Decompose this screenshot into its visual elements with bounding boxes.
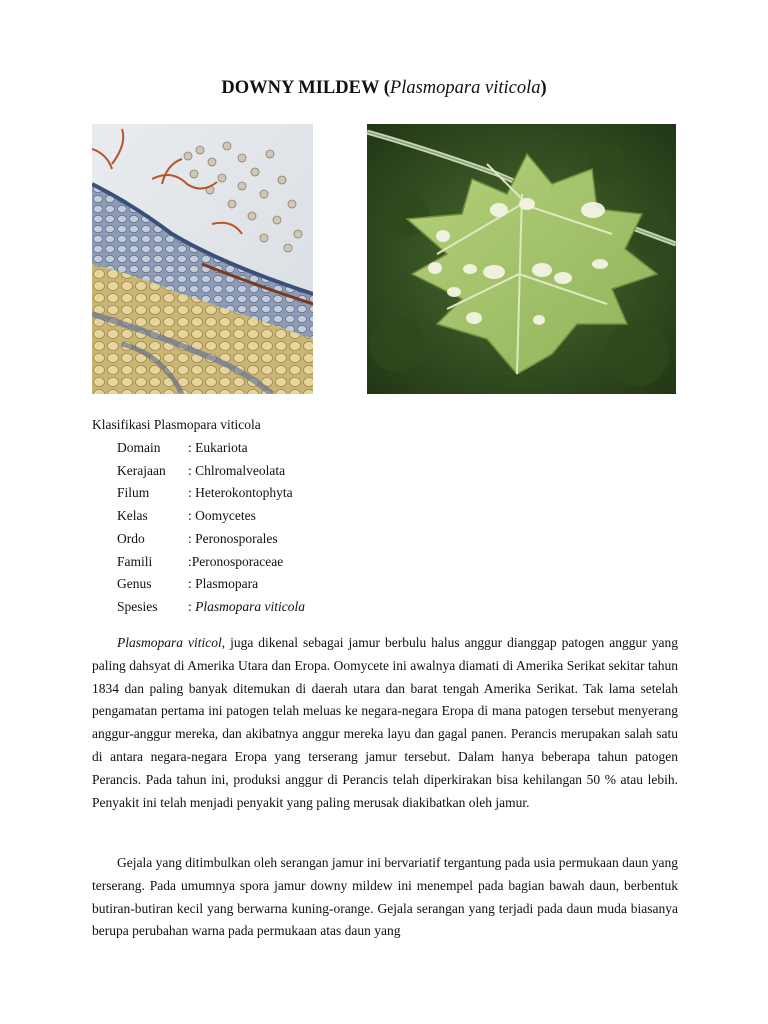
classification-label: Kerajaan (117, 463, 166, 478)
classification-label: Genus (117, 576, 152, 591)
paragraph-italic-lead: Plasmopara viticol (117, 635, 222, 650)
classification-value (188, 598, 305, 616)
title-open-paren: ( (379, 78, 390, 98)
classification-value: : Peronosporales (188, 531, 278, 546)
title-scientific-name: Plasmopara viticola (389, 78, 541, 98)
species-prefix: : (188, 599, 196, 614)
title-close-paren: ) (540, 78, 547, 98)
title-main: DOWNY MILDEW (221, 78, 380, 98)
classification-value: : Chlromalveolata (188, 463, 286, 478)
species-name: Plasmopara viticola (195, 599, 306, 614)
classification-label: Spesies (117, 599, 158, 614)
classification-value: : Oomycetes (188, 508, 256, 523)
classification-label: Filum (117, 485, 150, 500)
paragraph-history (92, 632, 678, 814)
classification-heading: Klasifikasi Plasmopara viticola (92, 417, 261, 432)
grape-leaf-photo (367, 124, 676, 394)
classification-value: : Eukariota (188, 440, 248, 455)
classification-value: :Peronosporaceae (188, 554, 284, 569)
classification-value: : Heterokontophyta (188, 485, 293, 500)
micrograph-photo (92, 124, 313, 394)
classification-value: : Plasmopara (188, 576, 259, 591)
classification-label: Ordo (117, 531, 145, 546)
paragraph-body: Gejala yang ditimbulkan oleh serangan jamur ini bervariatif tergantung pada usia permukaan daun yang terserang. Pada umumnya spora jamur downy mildew ini menempel pada bagian bawah daun, berbentuk butiran-butiran kecil yang berwarna kuning-orange. Gejala serangan yang terjadi pada daun muda biasanya berupa perubahan warna pada permukaan atas daun yang (92, 855, 678, 939)
classification-label: Kelas (117, 508, 148, 523)
classification-label: Domain (117, 440, 161, 455)
classification-label: Famili (117, 554, 153, 569)
paragraph-symptoms (92, 852, 678, 943)
page-title (0, 76, 768, 100)
paragraph-body: , juga dikenal sebagai jamur berbulu halus anggur dianggap patogen anggur yang paling dahsyat di Amerika Utara dan Eropa. Oomycete ini awalnya diamati di Amerika Serikat sekitar tahun 1834 dan paling banyak ditemukan di daerah utara dan barat tengah Amerika Serikat. Tak lama setelah pengamatan pertama ini patogen telah meluas ke negara-negara Eropa di mana patogen tersebut menyerang anggur-anggur mereka, dan akibatnya anggur mereka layu dan gagal panen. Perancis merupakan salah satu di antara negara-negara Eropa yang terserang jamur tersebut. Dalam hanya beberapa tahun patogen Perancis. Pada tahun ini, produksi anggur di Perancis telah diperkirakan bisa kehilangan 50 % atau lebih. Penyakit ini telah menjadi penyakit yang paling merusak diakibatkan oleh jamur. (92, 635, 678, 810)
